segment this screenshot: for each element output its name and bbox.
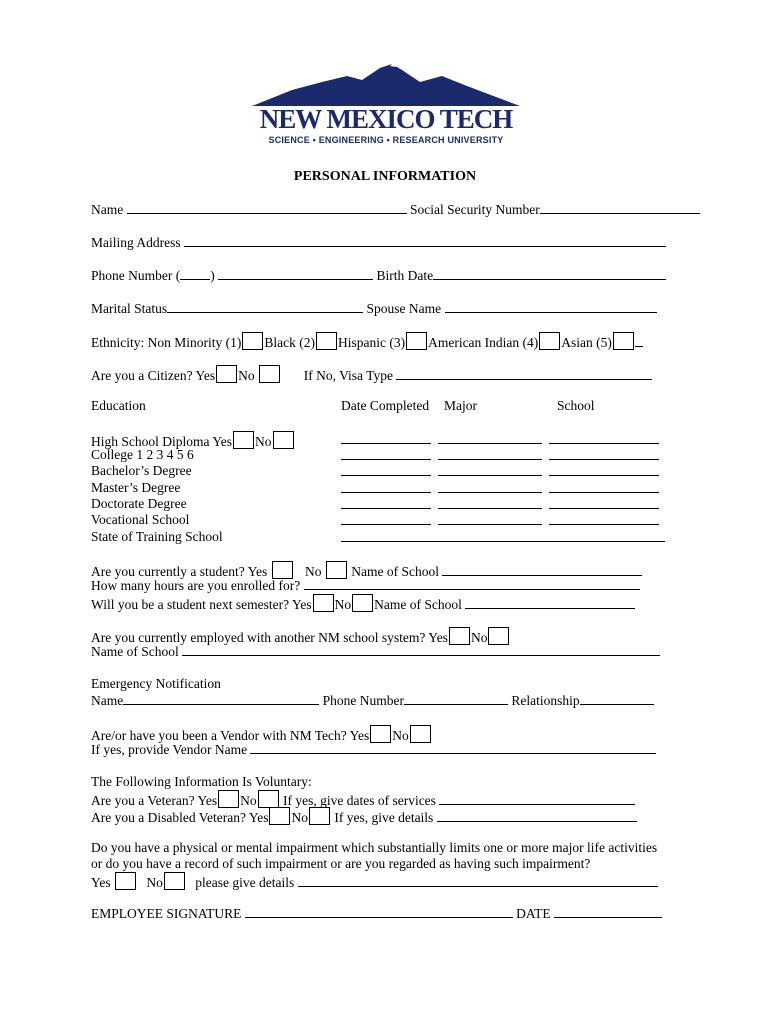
edu-lines-4 — [341, 480, 659, 497]
veteran-yes-checkbox[interactable] — [218, 790, 239, 808]
education-label: Education — [91, 398, 146, 413]
name-field[interactable] — [127, 201, 407, 214]
phone-row — [91, 267, 666, 284]
impairment-no-checkbox[interactable] — [164, 872, 185, 890]
logo-tagline: SCIENCE • ENGINEERING • RESEARCH UNIVERSITY — [268, 135, 504, 145]
veteran-no-checkbox[interactable] — [258, 790, 279, 808]
emergency-phone-field[interactable] — [404, 692, 508, 705]
marital-field[interactable] — [167, 300, 363, 313]
edu-field[interactable] — [438, 447, 542, 460]
signature-row — [91, 905, 662, 922]
education-row-vocational: Vocational School — [91, 512, 190, 527]
edu-lines-5 — [341, 496, 659, 513]
hours-field[interactable] — [304, 577, 640, 590]
edu-field[interactable] — [438, 496, 542, 509]
veteran-no-label: No — [240, 793, 257, 808]
next-school-field[interactable] — [465, 596, 635, 609]
page-title: PERSONAL INFORMATION — [293, 169, 477, 184]
date-field[interactable] — [554, 905, 662, 918]
impairment-line2: or do you have a record of such impairment or are you regarded as having such impairment? — [91, 856, 591, 871]
asian-label: Asian (5) — [561, 335, 612, 350]
impairment-row — [91, 872, 658, 891]
vendor-no-label: No — [392, 728, 409, 743]
edu-field[interactable] — [549, 431, 659, 444]
veteran-dates-label: If yes, give dates of services — [282, 793, 436, 808]
citizen-no-checkbox[interactable] — [259, 365, 280, 383]
disabled-details-label: If yes, give details — [334, 810, 434, 825]
emergency-row — [91, 692, 654, 709]
edu-field[interactable] — [549, 512, 659, 525]
ethnicity-row — [91, 332, 643, 351]
edu-lines-3 — [341, 463, 659, 480]
mailing-row — [91, 234, 666, 251]
education-row-bachelor: Bachelor’s Degree — [91, 463, 192, 478]
date-label: DATE — [516, 906, 551, 921]
next-school-label: Name of School — [374, 597, 462, 612]
visa-label: If No, Visa Type — [303, 368, 393, 383]
edu-field[interactable] — [438, 512, 542, 525]
asian-line — [635, 334, 643, 347]
ssn-label: Social Security Number — [409, 202, 540, 217]
hispanic-checkbox[interactable] — [406, 332, 427, 350]
impairment-line1: Do you have a physical or mental impairment which substantially limits one or more major life activities — [91, 840, 658, 855]
vendor-name-label: If yes, provide Vendor Name — [91, 742, 248, 757]
student-school-field[interactable] — [442, 563, 642, 576]
high-school-label: High School Diploma Yes — [91, 434, 233, 449]
relationship-label: Relationship — [511, 693, 580, 708]
employed-school-row — [91, 643, 660, 660]
vendor-label: Are/or have you been a Vendor with NM Tech? Yes — [91, 728, 370, 743]
employed-school-field[interactable] — [182, 643, 660, 656]
vendor-name-field[interactable] — [250, 741, 656, 754]
veteran-label: Are you a Veteran? Yes — [91, 793, 218, 808]
student-label: Are you currently a student? Yes — [91, 564, 268, 579]
disabled-yes-checkbox[interactable] — [269, 807, 290, 825]
disabled-label: Are you a Disabled Veteran? Yes — [91, 810, 269, 825]
disabled-row — [91, 807, 637, 826]
education-row-master: Master’s Degree — [91, 480, 181, 495]
hispanic-label: Hispanic (3) — [337, 335, 406, 350]
emergency-name-field[interactable] — [123, 692, 319, 705]
citizen-yes-checkbox[interactable] — [216, 365, 237, 383]
nonminority-checkbox[interactable] — [242, 332, 263, 350]
name-label: Name — [91, 202, 124, 217]
next-no-label: No — [334, 597, 352, 612]
hs-yes-checkbox[interactable] — [233, 431, 254, 449]
edu-field[interactable] — [438, 463, 542, 476]
edu-field[interactable] — [341, 480, 431, 493]
edu-field[interactable] — [549, 496, 659, 509]
edu-field[interactable] — [438, 431, 542, 444]
hs-no-label: No — [255, 434, 272, 449]
emergency-label: Emergency Notification — [91, 676, 221, 691]
emergency-phone-label: Phone Number — [322, 693, 404, 708]
edu-lines-6 — [341, 512, 659, 529]
next-yes-checkbox[interactable] — [313, 594, 334, 612]
phone-field[interactable] — [218, 267, 373, 280]
black-label: Black (2) — [264, 335, 315, 350]
student-no-label: No — [304, 564, 322, 579]
hours-row — [91, 577, 640, 594]
ethnicity-label: Ethnicity: Non Minority (1) — [91, 335, 242, 350]
student-school-label: Name of School — [351, 564, 439, 579]
american-indian-checkbox[interactable] — [539, 332, 560, 350]
edu-lines-7 — [341, 529, 665, 546]
edu-lines-2 — [341, 447, 659, 464]
edu-field[interactable] — [341, 447, 431, 460]
logo-wordmark: NEW MEXICO TECH — [259, 104, 513, 134]
signature-field[interactable] — [245, 905, 513, 918]
marital-label: Marital Status — [91, 301, 168, 316]
emergency-name-label: Name — [91, 693, 124, 708]
birth-field[interactable] — [433, 267, 666, 280]
birth-label: Birth Date — [376, 268, 434, 283]
employed-label: Are you currently employed with another NM school system? Yes — [91, 630, 448, 645]
school-header: School — [557, 398, 595, 413]
spouse-label: Spouse Name — [366, 301, 442, 316]
education-row-college: College 1 2 3 4 5 6 — [91, 447, 194, 462]
major-header: Major — [444, 398, 477, 413]
edu-field[interactable] — [438, 480, 542, 493]
ssn-field[interactable] — [540, 201, 700, 214]
training-school-field[interactable] — [341, 529, 665, 542]
edu-field[interactable] — [549, 463, 659, 476]
next-semester-row — [91, 594, 635, 613]
voluntary-label: The Following Information Is Voluntary: — [91, 774, 312, 789]
black-checkbox[interactable] — [316, 332, 337, 350]
date-completed-header: Date Completed — [341, 398, 430, 413]
veteran-dates-field[interactable] — [439, 792, 635, 805]
vendor-name-row — [91, 741, 656, 758]
visa-field[interactable] — [396, 367, 652, 380]
edu-field[interactable] — [549, 447, 659, 460]
next-no-checkbox[interactable] — [352, 594, 373, 612]
mountain-logo-icon — [252, 62, 520, 108]
edu-lines-1 — [341, 431, 659, 448]
edu-field[interactable] — [341, 463, 431, 476]
area-code-field[interactable] — [180, 267, 210, 280]
american-indian-label: American Indian (4) — [428, 335, 539, 350]
impairment-no-label: No — [146, 875, 163, 890]
education-row-doctorate: Doctorate Degree — [91, 496, 187, 511]
education-row-training: State of Training School — [91, 529, 223, 544]
nmt-logo — [252, 62, 520, 150]
phone-label: Phone Number ( — [91, 268, 181, 283]
impairment-details-label: please give details — [195, 875, 295, 890]
citizen-no-label: No — [238, 368, 255, 383]
hs-no-checkbox[interactable] — [273, 431, 294, 449]
marital-row — [91, 300, 657, 317]
edu-field[interactable] — [341, 496, 431, 509]
edu-field[interactable] — [341, 431, 431, 444]
disabled-no-label: No — [291, 810, 308, 825]
employed-no-label: No — [470, 630, 488, 645]
citizen-label: Are you a Citizen? Yes — [91, 368, 216, 383]
next-semester-label: Will you be a student next semester? Yes — [91, 597, 312, 612]
employed-school-label: Name of School — [91, 644, 179, 659]
disabled-details-field[interactable] — [437, 809, 637, 822]
relationship-field[interactable] — [580, 692, 654, 705]
signature-label: EMPLOYEE SIGNATURE — [91, 906, 242, 921]
disabled-no-checkbox[interactable] — [309, 807, 330, 825]
impairment-yes-checkbox[interactable] — [115, 872, 136, 890]
name-row — [91, 201, 700, 218]
edu-field[interactable] — [549, 480, 659, 493]
asian-checkbox[interactable] — [613, 332, 634, 350]
impairment-yes-label: Yes — [91, 875, 111, 890]
phone-paren: ) — [210, 268, 215, 283]
mailing-field[interactable] — [184, 234, 666, 247]
mailing-label: Mailing Address — [91, 235, 181, 250]
hours-label: How many hours are you enrolled for? — [91, 578, 301, 593]
spouse-field[interactable] — [445, 300, 657, 313]
edu-field[interactable] — [341, 512, 431, 525]
citizen-row — [91, 365, 652, 384]
impairment-details-field[interactable] — [298, 874, 658, 887]
